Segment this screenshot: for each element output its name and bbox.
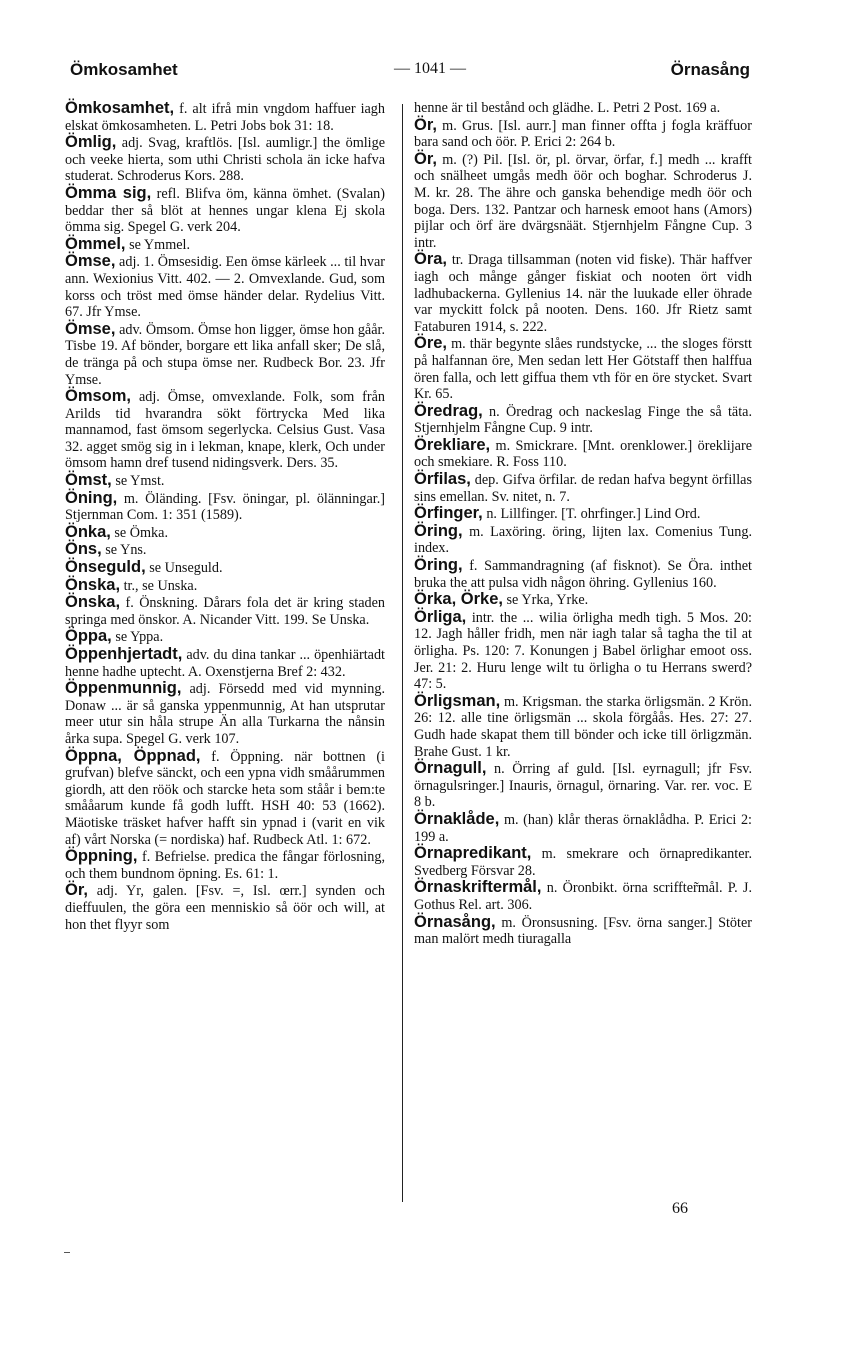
entry-headword: Önka, [65,522,111,541]
column-divider [402,104,403,1202]
dictionary-entry [65,490,385,524]
dictionary-entry [65,882,385,933]
dictionary-entry [65,524,385,542]
entry-headword: Örfinger, [414,504,483,523]
dictionary-entry [65,848,385,882]
entry-headword: Örnapredikant, [414,844,532,863]
entry-text: f. Sammandragning (af fisknot). Se Öra. inthet bruka the att pulsa vidh någon öhring. Gyllenius 160. [414,558,752,591]
entry-text: adj. Försedd med vid mynning. Donaw ... är så ganska yppenmunnig, At han utsprutar meer utur sin håla strupe Än alla Turkarna the nånsin årka supa. Spegel G. verk 107. [65,681,385,747]
entry-headword: Öre, [414,334,448,353]
header-first-word: Ömkosamhet [70,60,178,79]
header-page-number: — 1041 — [394,60,466,77]
entry-headword: Öppenhjertadt, [65,645,183,663]
dictionary-entry [414,557,752,591]
entry-text: m. Öronsusning. [Fsv. örna sanger.] Stöter man malört medh tiuragalla [414,914,752,948]
dictionary-entry [414,403,752,437]
entry-text: tr. Draga tillsamman (noten vid fiske). Thär haffver iagh och månge gånger fiskiat och nooten ört vidh ladhubackerna. Gyllenius 14. när the luukade eller öhrade var myckitt folck på nooten. Dens. 160. Jfr Rietz samt Fataburen 1914, s. 222. [414,252,752,335]
entry-headword: Önska, [65,575,121,594]
entry-headword: Örfilas, [414,470,471,489]
dictionary-entry [414,591,752,609]
dictionary-entry [414,523,752,557]
dictionary-entry [414,811,752,845]
dictionary-entry [65,559,385,577]
entry-text: f. Önskning. Dårars fola det är kring staden springa med önskor. A. Nicander Vitt. 199. Se Unska. [65,595,385,628]
entry-headword: Ömst, [65,471,112,490]
entry-headword: Ömlig, [65,133,117,152]
entry-headword: Öppenmunnig, [65,679,182,698]
entry-text: m. Laxöring. öring, lijten lax. Comenius Tung. index. [414,523,752,557]
entry-headword: Öns, [65,540,102,559]
entry-headword: Örekliare, [414,435,491,454]
entry-text: se Unseguld. [145,560,223,577]
dictionary-entry [414,335,752,402]
dictionary-entry [414,693,752,760]
entry-text: henne är til bestånd och glädhe. L. Petri 2 Post. 169 a. [414,100,721,116]
entry-text: se Ymst. [111,473,165,490]
entry-headword: Önseguld, [65,558,146,577]
margin-mark [64,1252,70,1253]
entry-headword: Ömkosamhet, [65,99,175,117]
entry-text: f. Befrielse. predica the fångar förlosning, och them bundnom öpning. Es. 61: 1. [65,849,385,882]
header-last-word: Örnasång [670,60,750,79]
entry-text: m. Öländing. [Fsv. öningar, pl. ölänningar.] Stjernman Com. 1: 351 (1589). [65,490,385,524]
entry-text: m. (han) klår theras örnaklådha. P. Erici 2: 199 a. [414,811,752,845]
dictionary-entry [414,505,752,523]
entry-text: m. (?) Pil. [Isl. ör, pl. örvar, örfar, f.] medh ... krafft och snälheet umgås medh öör och boghar. Schroderus J. M. kr. 28. The ähre och ganska behendige medh öör och boga. Ders. 132. Pantzar och harnesk emoot hans (Amors) pijlar och örf äre dvärgsnäät. Stjernhjelm Fångne Cup. 3 intr. [414,151,752,251]
dictionary-entry [65,541,385,559]
entry-headword: Öra, [414,250,448,269]
entry-headword: Ör, [65,881,88,900]
entry-headword: Örnaskriftermål, [414,878,542,897]
entry-text: n. Öronbikt. örna scriffter̃mål. P. J. Gothus Rel. art. 306. [414,880,752,913]
entry-text: m. Grus. [Isl. aurr.] man finner offta j fogla kräffuor bara sand och öör. P. Erici 2: 264 b. [414,117,752,151]
entry-headword: Öredrag, [414,401,483,420]
entry-text: m. smekrare och örnapredikanter. Svedberg Försvar 28. [414,846,752,879]
dictionary-entry [414,437,752,471]
entry-headword: Öppning, [65,847,138,866]
entry-text: f. Öppning. när bottnen (i grufvan) blefve sänckt, och een ypna vidh småårummen giordh, att den röök och starcke heta som ståår i bem:te smååarum kunde få godh lufft. HSH 40: 53 (1662). Mäotiske träsket hafver hafft sin ypnad i (varit en vik af) vårt Norska (= nordiska) haf. Rudbeck Atl. 1: 672. [65,748,385,848]
dictionary-entry [65,577,385,595]
entry-text: m. Smickrare. [Mnt. orenklower.] öreklijare och smekiare. R. Foss 110. [414,437,752,471]
entry-text: se Ömka. [110,524,168,541]
entry-headword: Ömma sig, [65,183,152,202]
dictionary-entry [65,388,385,472]
dictionary-entry [414,100,752,117]
entry-text: se Yrka, Yrke. [502,592,589,609]
entry-text: n. Öredrag och nackeslag Finge the så täta. Stjernhjelm Fångne Cup. 9 intr. [414,403,752,437]
dictionary-entry [65,321,385,388]
entry-headword: Öring, [414,556,463,575]
dictionary-entry [65,628,385,646]
entry-text: se Ymmel. [125,236,191,253]
dictionary-entry [65,748,385,849]
dictionary-entry [414,879,752,913]
entry-text: n. Lillfinger. [T. ohrfinger.] Lind Ord. [482,506,701,523]
dictionary-entry [414,471,752,505]
entry-text: n. Örring af guld. [Isl. eyrnagull; jfr Fsv. örnagulsringer.] Inauris, örnagul, örnaring. Var. rer. voc. E 8 b. [414,761,752,811]
entry-headword: Ömse, [65,252,116,271]
entry-headword: Örnaklåde, [414,809,500,828]
entry-text: tr., se Unska. [120,577,198,594]
entry-headword: Örka, Örke, [414,590,503,609]
dictionary-entry [65,680,385,747]
dictionary-entry [414,251,752,335]
entry-text: se Yppa. [111,629,164,646]
dictionary-entry [65,472,385,490]
entry-headword: Öning, [65,488,118,507]
dictionary-entry [65,185,385,236]
entry-headword: Ör, [414,115,437,134]
dictionary-entry [414,151,752,252]
entry-headword: Ömsom, [65,387,132,406]
entry-text: adj. Ömse, omvexlande. Folk, som från Arilds tid hvarandra sökt förtrycka Med lika mannamod, fast ömsom segerlycka. Celsius Gust. Vasa 32. agget smög sig in i lekman, knape, klerk, Och under ömsom hamn dref tusend nidingsverk. Ders. 35. [65,389,385,472]
entry-headword: Ör, [414,149,437,168]
entry-headword: Ömmel, [65,234,126,253]
entry-text: adj. Yr, galen. [Fsv. =, Isl. œrr.] synden och dieffuulen, the göra een menniskio så öör och will, at hon thet flyyr som [65,883,385,933]
dictionary-entry [65,646,385,680]
dictionary-entry [65,100,385,134]
entry-headword: Ömse, [65,319,116,338]
dictionary-entry [414,845,752,879]
sheet-number: 66 [672,1200,688,1217]
right-column [414,100,752,948]
dictionary-entry [65,236,385,254]
entry-text: f. alt ifrå min vngdom haffuer iagh elskat ömkosamheten. L. Petri Jobs bok 31: 18. [65,101,385,134]
dictionary-entry [414,609,752,693]
entry-text: adj. 1. Ömsesidig. Een ömse kärleek ... til hvar ann. Wexionius Vitt. 402. — 2. Omvexlande. Gud, som korss och tröst med ömse händer delar. Rydelius Vitt. 67. Jfr Ymse. [65,254,385,321]
entry-text: adv. Ömsom. Ömse hon ligger, ömse hon gåår. Tisbe 19. Af bönder, borgare ett lika anfall sker; De slå, de tränga på och stupa ömse ner. Rudbeck Bor. 23. Jfr Ymse. [65,321,385,388]
entry-text: refl. Blifva öm, känna ömhet. (Svalan) beddar ther så blöt at hennes ungar klena Ej skola ömma sig. Spegel G. verk 204. [65,185,385,236]
entry-text: intr. the ... wilia örligha medh tigh. 5 Mos. 20: 12. Jagh håller fridh, men när iagh talar så tagha the til at örligha. Ps. 120: 7. Konungen j Babel örlighar emoot oss. Jer. 21: 2. Huru lenge wilt tu örligha o tu Herrans swerd? 47: 5. [414,609,752,693]
entry-headword: Örnasång, [414,912,496,931]
entry-headword: Önska, [65,593,121,612]
left-column [65,100,385,933]
entry-text: se Yns. [101,542,147,559]
entry-headword: Örnagull, [414,759,487,778]
running-header [70,60,750,86]
dictionary-entry [414,117,752,151]
entry-headword: Öring, [414,521,463,540]
entry-text: adj. Svag, kraftlös. [Isl. aumligr.] the ömlige och veeke hierta, som uthi Christi schola än icke hafva studerat. Schroderus Kors. 288. [65,135,385,185]
entry-headword: Örligsman, [414,691,501,710]
entry-headword: Örliga, [414,607,467,626]
dictionary-entry [65,134,385,185]
dictionary-entry [65,594,385,628]
entry-headword: Öppna, Öppnad, [65,746,201,765]
entry-text: m. thär begynte slåes rundstycke, ... the sloges förstt på halfannan öre, Men sedan lett Her Götstaff then halffua ören falla, och lett giffua them vth för en öre stycket. Svart Kr. 65. [414,336,752,403]
dictionary-entry [414,914,752,948]
dictionary-entry [414,760,752,811]
entry-text: adv. du dina tankar ... öpenhiärtadt henne hadhe uptecht. A. Oxenstjerna Bref 2: 432. [65,647,385,680]
entry-text: dep. Gifva örfilar. de redan hafva begynt örfillas sins emellan. Sv. nitet, n. 7. [414,472,752,505]
entry-headword: Öppa, [65,627,112,646]
entry-text: m. Krigsman. the starka örligsmän. 2 Krön. 26: 12. alle tine örligsmän ... skola förgåås. Hes. 27: 27. Gudh hade skapat them till bönder och icke till örligzmän. Brahe Gust. 1 kr. [414,693,752,760]
dictionary-entry [65,253,385,320]
